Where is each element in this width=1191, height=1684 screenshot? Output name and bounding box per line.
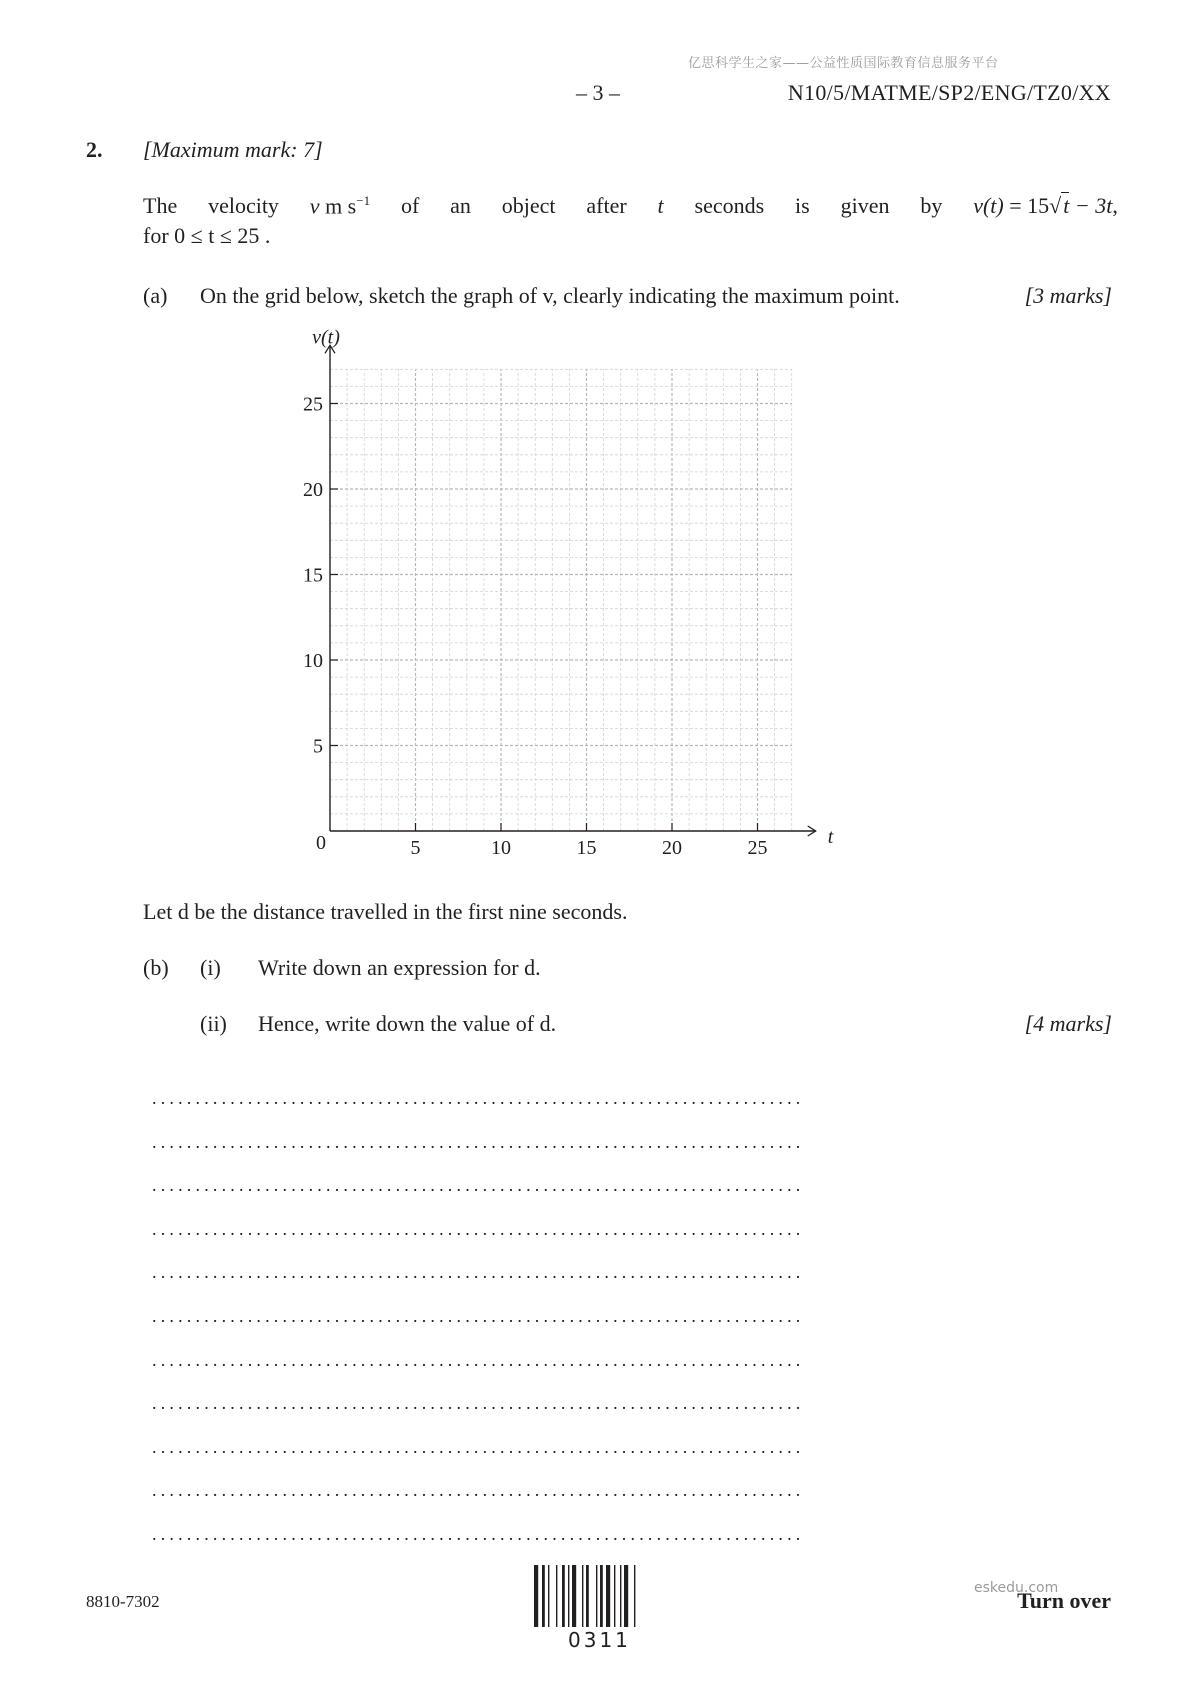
eq-sqrt-arg: t	[1063, 193, 1070, 218]
stem-word: after	[586, 193, 627, 218]
barcode-bar	[572, 1565, 576, 1627]
let-d-text: Let d be the distance travelled in the first nine seconds.	[143, 899, 628, 924]
time-symbol: t	[657, 193, 664, 218]
eq-lhs: v	[973, 193, 983, 218]
unit-exponent: −1	[356, 193, 371, 208]
footer-watermark: eskedu.com	[974, 1580, 1059, 1596]
barcode	[534, 1565, 668, 1627]
question-stem	[143, 193, 1118, 253]
x-tick-label: 25	[747, 837, 768, 859]
stem-word: velocity	[208, 193, 279, 218]
answer-line[interactable]: ...........................................................................	[152, 1218, 805, 1239]
stem-word: by	[920, 193, 943, 218]
y-tick-label: 10	[303, 650, 323, 672]
part-b-marks: [4 marks]	[1024, 1011, 1112, 1036]
x-tick-label: 5	[410, 837, 421, 859]
velocity-symbol: v	[309, 193, 320, 219]
stem-word: The	[143, 193, 178, 218]
paper-code: N10/5/MATME/SP2/ENG/TZ0/XX	[787, 80, 1111, 105]
velocity-equation	[973, 193, 1118, 223]
eq-rhs: − 3t	[1069, 193, 1113, 218]
part-b-label: (b)	[143, 955, 169, 980]
y-axis-label: v(t)	[312, 326, 340, 349]
footer-code: 8810-7302	[86, 1592, 160, 1611]
answer-line[interactable]: ...........................................................................	[152, 1436, 805, 1457]
barcode-bar	[534, 1565, 538, 1627]
barcode-bar	[600, 1565, 603, 1627]
y-tick-label: 15	[303, 564, 323, 587]
barcode-bar	[586, 1565, 589, 1627]
part-b-i-text: Write down an expression for d.	[258, 955, 541, 980]
part-a-text: On the grid below, sketch the graph of v, clearly indicating the maximum point.	[200, 283, 900, 308]
answer-line[interactable]: ...........................................................................	[152, 1262, 805, 1283]
answer-line[interactable]: ...........................................................................	[152, 1393, 805, 1414]
barcode-bar	[624, 1565, 628, 1627]
x-axis-label: t	[827, 826, 834, 848]
x-tick-label: 10	[491, 837, 511, 859]
y-tick-label: 5	[313, 735, 323, 758]
barcode-bar	[614, 1565, 615, 1627]
sqrt-symbol: √	[1049, 193, 1062, 218]
answer-line[interactable]: ...........................................................................	[152, 1131, 805, 1152]
barcode-bar	[568, 1565, 569, 1627]
x-tick-label: 20	[662, 837, 682, 859]
barcode-bar	[542, 1565, 545, 1627]
part-a-marks: [3 marks]	[1024, 283, 1112, 308]
question-max-mark: [Maximum mark: 7]	[143, 137, 323, 162]
y-tick-label: 25	[303, 393, 323, 416]
barcode-bar	[620, 1565, 621, 1627]
part-a-label: (a)	[143, 283, 168, 308]
page-number: – 3 –	[576, 80, 620, 105]
velocity-unit	[310, 193, 370, 223]
header-watermark: 亿思科学生之家——公益性质国际教育信息服务平台	[688, 56, 999, 71]
barcode-bar	[548, 1565, 549, 1627]
x-tick-label: 15	[576, 837, 597, 859]
answer-line[interactable]: ...........................................................................	[152, 1175, 805, 1196]
part-b-ii-label: (ii)	[200, 1011, 227, 1036]
stem-word: is	[795, 193, 810, 218]
barcode-bar	[606, 1565, 610, 1627]
y-tick-label: 20	[303, 479, 323, 501]
barcode-bar	[596, 1565, 597, 1627]
eq-arg: (t)	[982, 193, 1004, 218]
answer-line[interactable]: ...........................................................................	[152, 1088, 805, 1108]
question-number: 2.	[86, 137, 103, 162]
answer-line[interactable]: ...........................................................................	[152, 1524, 805, 1544]
part-b-ii-text: Hence, write down the value of d.	[258, 1011, 557, 1036]
stem-word: an	[450, 193, 471, 218]
eq-comma: ,	[1112, 193, 1118, 218]
barcode-bar	[562, 1565, 565, 1627]
stem-word: given	[840, 193, 890, 218]
stem-word: seconds	[694, 193, 765, 218]
stem-word: of	[400, 193, 420, 218]
turn-over: Turn over	[1017, 1588, 1111, 1613]
sketch-grid[interactable]	[270, 326, 834, 870]
answer-line[interactable]: ...........................................................................	[152, 1306, 805, 1326]
answer-line[interactable]: ...........................................................................	[152, 1349, 805, 1370]
eq-mid: = 15	[1003, 193, 1050, 218]
unit-text: m s	[325, 193, 357, 219]
stem-word: object	[501, 193, 556, 218]
origin-label: 0	[316, 832, 326, 854]
stem-line-2: for 0 ≤ t ≤ 25 .	[143, 223, 271, 248]
stem-line-1	[143, 193, 1118, 223]
answer-line[interactable]: ...........................................................................	[152, 1480, 805, 1501]
barcode-number: 0311	[568, 1628, 631, 1652]
barcode-bar	[556, 1565, 557, 1627]
barcode-bar	[582, 1565, 583, 1627]
barcode-bar	[634, 1565, 635, 1627]
part-b-i-label: (i)	[200, 955, 221, 980]
